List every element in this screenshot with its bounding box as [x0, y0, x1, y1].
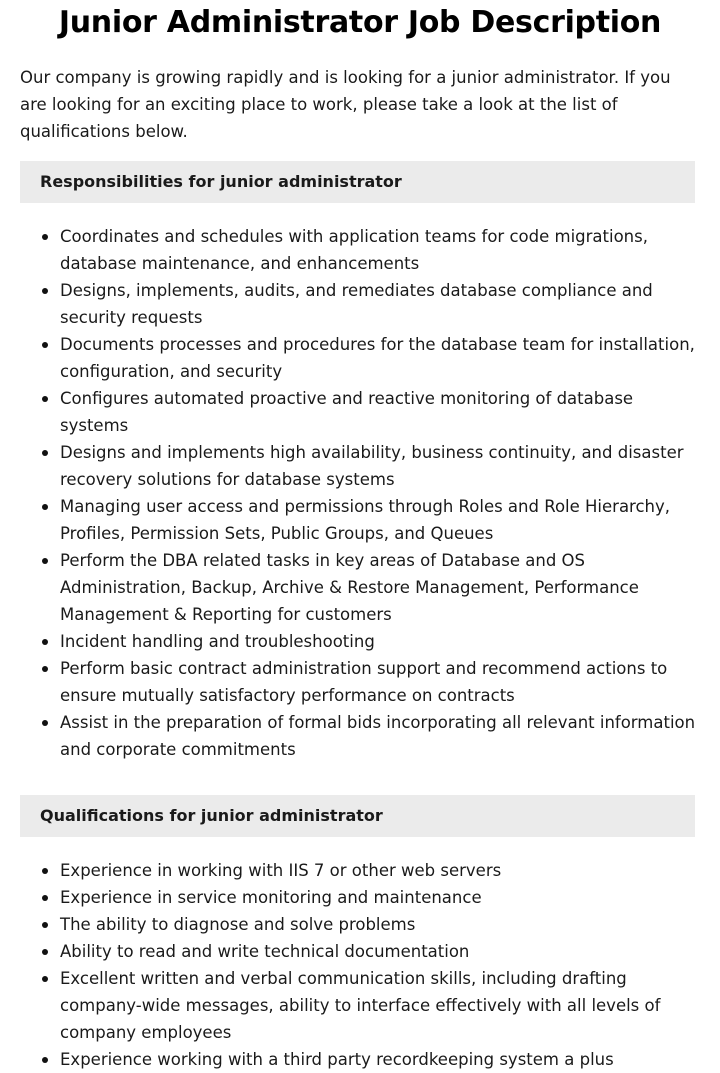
list-item: Experience in service monitoring and maintenance [20, 884, 700, 911]
list-item: Incident handling and troubleshooting [20, 628, 700, 655]
list-item: Managing user access and permissions through Roles and Role Hierarchy, Profiles, Permission Sets, Public Groups, and Queues [20, 493, 700, 547]
list-item: Excellent written and verbal communication skills, including drafting company-wide messages, ability to interface effectively with all levels of company employees [20, 965, 700, 1046]
responsibilities-list [20, 223, 700, 763]
list-item: Designs, implements, audits, and remediates database compliance and security requests [20, 277, 700, 331]
list-item: Perform the DBA related tasks in key areas of Database and OS Administration, Backup, Archive & Restore Management, Performance Management & Reporting for customers [20, 547, 700, 628]
list-item: Assist in the preparation of formal bids incorporating all relevant information and corporate commitments [20, 709, 700, 763]
list-item: Ability to read and write technical documentation [20, 938, 700, 965]
list-item: Configures automated proactive and reactive monitoring of database systems [20, 385, 700, 439]
list-item: The ability to diagnose and solve problems [20, 911, 700, 938]
list-item: Experience in working with IIS 7 or other web servers [20, 857, 700, 884]
intro-paragraph: Our company is growing rapidly and is looking for a junior administrator. If you are looking for an exciting place to work, please take a look at the list of qualifications below. [20, 68, 671, 141]
list-item: Experience working with a third party recordkeeping system a plus [20, 1046, 700, 1073]
qualifications-list [20, 857, 700, 1073]
responsibilities-heading: Responsibilities for junior administrator [20, 161, 695, 203]
page-title: Junior Administrator Job Description [58, 5, 662, 40]
list-item: Coordinates and schedules with application teams for code migrations, database maintenance, and enhancements [20, 223, 700, 277]
list-item: Documents processes and procedures for the database team for installation, configuration, and security [20, 331, 700, 385]
qualifications-heading: Qualifications for junior administrator [20, 795, 695, 837]
list-item: Designs and implements high availability, business continuity, and disaster recovery solutions for database systems [20, 439, 700, 493]
list-item: Perform basic contract administration support and recommend actions to ensure mutually satisfactory performance on contracts [20, 655, 700, 709]
